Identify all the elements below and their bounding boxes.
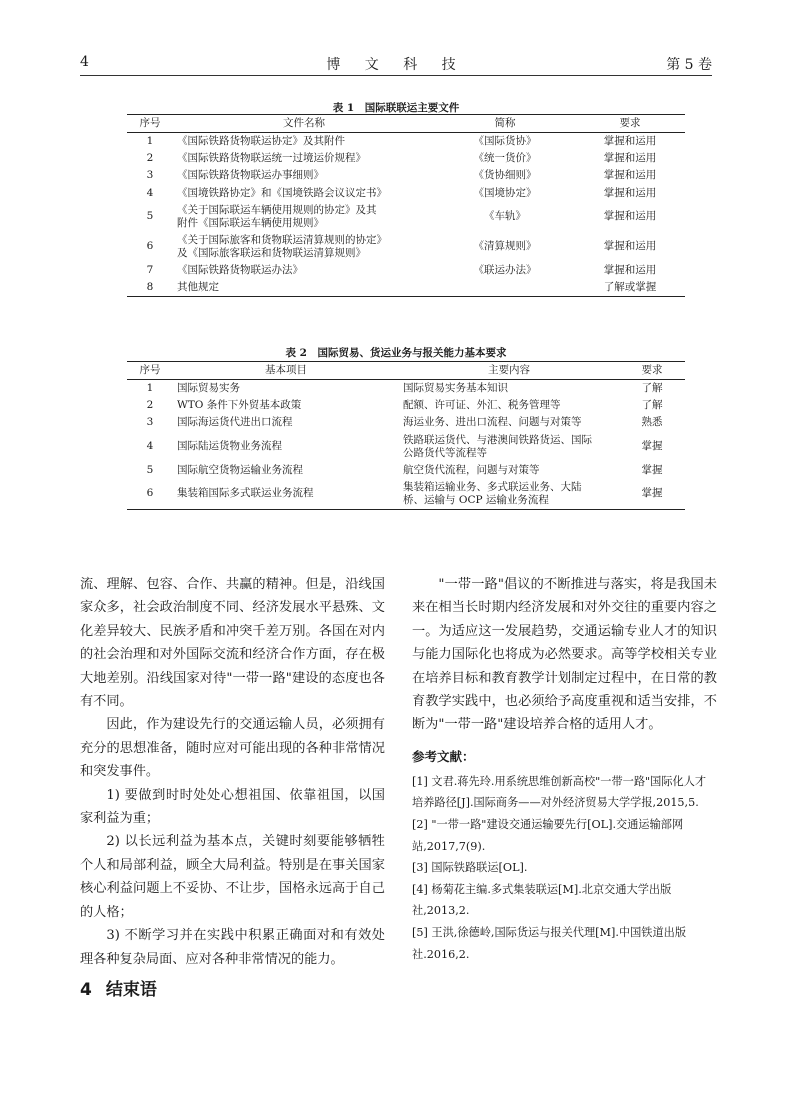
table1-cell-no: 8	[146, 281, 154, 294]
table2-cell-no: 1	[146, 382, 154, 395]
table-row	[127, 185, 685, 202]
table1-cell-no: 4	[146, 186, 154, 199]
table1-cell-req: 掌握和运用	[603, 264, 657, 277]
volume-label: 第 5 卷	[666, 57, 712, 73]
table1-cell-no: 7	[146, 264, 154, 277]
table1-cell-req: 掌握和运用	[603, 169, 657, 182]
header-rule	[80, 75, 712, 76]
table2-cell-req: 熟悉	[641, 416, 663, 429]
table1-cell-req: 掌握和运用	[603, 186, 657, 199]
table-row	[127, 202, 685, 232]
table-row	[127, 167, 685, 184]
table2-cell-req: 掌握	[641, 440, 663, 453]
reference-item: [3] 国际铁路联运[OL].	[412, 861, 528, 875]
table-row	[127, 279, 685, 297]
table1-cell-no: 6	[146, 240, 154, 253]
table2-cell-req: 了解	[641, 399, 663, 412]
reference-item: [2] "一带一路"建设交通运输要先行[OL].交通运输部网站,2017,7(9).	[412, 818, 684, 853]
table1-cell-no: 3	[146, 169, 154, 182]
table1-cell-abbr	[435, 279, 575, 297]
list-item: 1) 要做到时时处处心想祖国、依靠祖国，以国家利益为重；	[80, 787, 385, 827]
table-row	[127, 150, 685, 167]
table1-cell-no: 2	[146, 152, 154, 165]
table1-cell-abbr: 《货协细则》	[473, 169, 537, 182]
table1-cell-req: 掌握和运用	[603, 210, 657, 223]
table2-cell-no: 2	[146, 399, 154, 412]
table2-cell-no: 5	[146, 463, 154, 476]
table1-header-req: 要求	[575, 115, 685, 133]
table-row	[127, 397, 685, 414]
table1-cell-name: 《国境铁路协定》和《国境铁路会议议定书》	[177, 186, 387, 199]
table2-cell-item: WTO 条件下外贸基本政策	[177, 399, 302, 412]
table-row	[127, 262, 685, 279]
table2-cell-no: 3	[146, 416, 154, 429]
table2-cell-req: 掌握	[641, 463, 663, 476]
table1-cell-abbr: 《清算规则》	[473, 240, 537, 253]
table1-cell-abbr: 《联运办法》	[473, 264, 537, 277]
body-paragraph: 流、理解、包容、合作、共赢的精神。但是，沿线国家众多，社会政治制度不同、经济发展水平悬殊、文化差异较大、民族矛盾和冲突千差万别。各国在对内的社会治理和对外国际交流和经济合作方面，存在极大地差别。沿线国家对待"一带一路"建设的态度也各有不同。	[80, 577, 385, 710]
table1	[127, 114, 685, 297]
table-row	[127, 479, 685, 510]
table2-cell-content: 国际贸易实务基本知识	[403, 382, 508, 395]
list-item: 3) 不断学习并在实践中积累正确面对和有效处理各种复杂局面、应对各种非常情况的能力。	[80, 928, 385, 967]
table1-title: 表 1 国际联联运主要文件	[332, 102, 460, 114]
table1-cell-name: 其他规定	[177, 281, 219, 294]
reference-list	[412, 771, 717, 965]
table1-cell-name: 《国际铁路货物联运统一过境运价规程》	[177, 152, 366, 165]
table1-cell-name: 《关于国际联运车辆使用规则的协定》及其 附件《国际联运车辆使用规则》	[177, 203, 377, 229]
table2	[127, 361, 685, 510]
section-title: 结束语	[105, 979, 157, 1000]
journal-title: 博 文 科 技	[326, 57, 466, 73]
table2-cell-req: 了解	[641, 382, 663, 395]
table1-cell-name: 《国际铁路货物联运办法》	[177, 264, 303, 277]
table2-cell-content: 航空货代流程，问题与对策等	[403, 463, 540, 476]
table2-header-req: 要求	[619, 362, 685, 380]
table1-cell-abbr: 《统一货价》	[473, 152, 537, 165]
table2-cell-item: 集装箱国际多式联运业务流程	[177, 487, 314, 500]
table-row	[127, 133, 685, 151]
section-number: 4	[80, 979, 92, 1000]
table2-cell-content: 铁路联运货代、与港澳间铁路货运、国际 公路货代等流程等	[403, 433, 592, 459]
table2-cell-item: 国际航空货物运输业务流程	[177, 463, 303, 476]
table1-cell-name: 《国际铁路货物联运协定》及其附件	[177, 135, 345, 148]
table1-cell-no: 5	[146, 210, 154, 223]
table2-cell-content: 配额、许可证、外汇、税务管理等	[403, 399, 561, 412]
table1-cell-abbr: 《国境协定》	[473, 186, 537, 199]
section-heading	[80, 977, 385, 1003]
table2-header-row	[127, 362, 685, 380]
table1-header-name: 文件名称	[173, 115, 435, 133]
table1-cell-req: 掌握和运用	[603, 135, 657, 148]
table-row	[127, 414, 685, 431]
reference-item: [5] 王洪,徐德岭,国际货运与报关代理[M].中国铁道出版社.2016,2.	[412, 926, 687, 961]
table-row	[127, 462, 685, 479]
references-title: 参考文献：	[412, 748, 475, 764]
right-column	[412, 573, 717, 965]
left-column	[80, 573, 385, 1003]
reference-item: [1] 文君.蒋先玲.用系统思维创新高校"一带一路"国际化人才培养路径[J].国际商务——对外经济贸易大学学报,2015,5.	[412, 774, 707, 810]
table2-header-content: 主要内容	[399, 362, 619, 380]
running-header	[80, 54, 712, 74]
table2-cell-content: 集装箱运输业务、多式联运业务、大陆 桥、运输与 OCP 运输业务流程	[403, 480, 582, 506]
table1-cell-req: 了解或掌握	[603, 281, 657, 294]
body-paragraph: "一带一路"倡议的不断推进与落实，将是我国未来在相当长时期内经济发展和对外交往的重要内容之一。为适应这一发展趋势，交通运输专业人才的知识与能力国际化也将成为必然要求。高等学校相关专业在培养目标和教育教学计划制定过程中，在日常的教育教学实践中，也必须给予高度重视和适当安排，不断为"一带一路"建设培养合格的适用人才。	[412, 577, 717, 733]
table2-cell-req: 掌握	[641, 487, 663, 500]
table1-header-no: 序号	[127, 115, 173, 133]
body-paragraph: 因此，作为建设先行的交通运输人员，必须拥有充分的思想准备，随时应对可能出现的各种非常情况和突发事件。	[80, 717, 385, 780]
table1-header-row	[127, 115, 685, 133]
table2-cell-item: 国际陆运货物业务流程	[177, 440, 282, 453]
table-row	[127, 232, 685, 262]
table1-cell-req: 掌握和运用	[603, 240, 657, 253]
table2-header-no: 序号	[127, 362, 173, 380]
table1-header-abbr: 简称	[435, 115, 575, 133]
table1-cell-no: 1	[146, 135, 154, 148]
table1-cell-abbr: 《车轨》	[484, 210, 526, 223]
table2-title: 表 2 国际贸易、货运业务与报关能力基本要求	[285, 347, 507, 359]
table2-cell-no: 6	[146, 487, 154, 500]
list-item: 2) 以长远利益为基本点，关键时刻要能够牺牲个人和局部利益，顾全大局利益。特别是在事关国家核心利益问题上不妥协、不让步，国格永远高于自己的人格；	[80, 834, 385, 920]
table2-cell-item: 国际海运货代进出口流程	[177, 416, 293, 429]
table1-cell-req: 掌握和运用	[603, 152, 657, 165]
table2-cell-item: 国际贸易实务	[177, 382, 240, 395]
table2-cell-content: 海运业务、进出口流程、问题与对策等	[403, 416, 582, 429]
table1-cell-name: 《关于国际旅客和货物联运清算规则的协定》 及《国际旅客联运和货物联运清算规则》	[177, 233, 387, 259]
table2-header-item: 基本项目	[173, 362, 399, 380]
table-row	[127, 432, 685, 462]
table1-cell-name: 《国际铁路货物联运办事细则》	[177, 169, 324, 182]
table2-cell-no: 4	[146, 440, 154, 453]
reference-item: [4] 杨菊花主编.多式集装联运[M].北京交通大学出版社,2013,2.	[412, 882, 672, 918]
table-row	[127, 380, 685, 398]
page-number: 4	[80, 54, 89, 70]
table1-cell-abbr: 《国际货协》	[473, 135, 537, 148]
